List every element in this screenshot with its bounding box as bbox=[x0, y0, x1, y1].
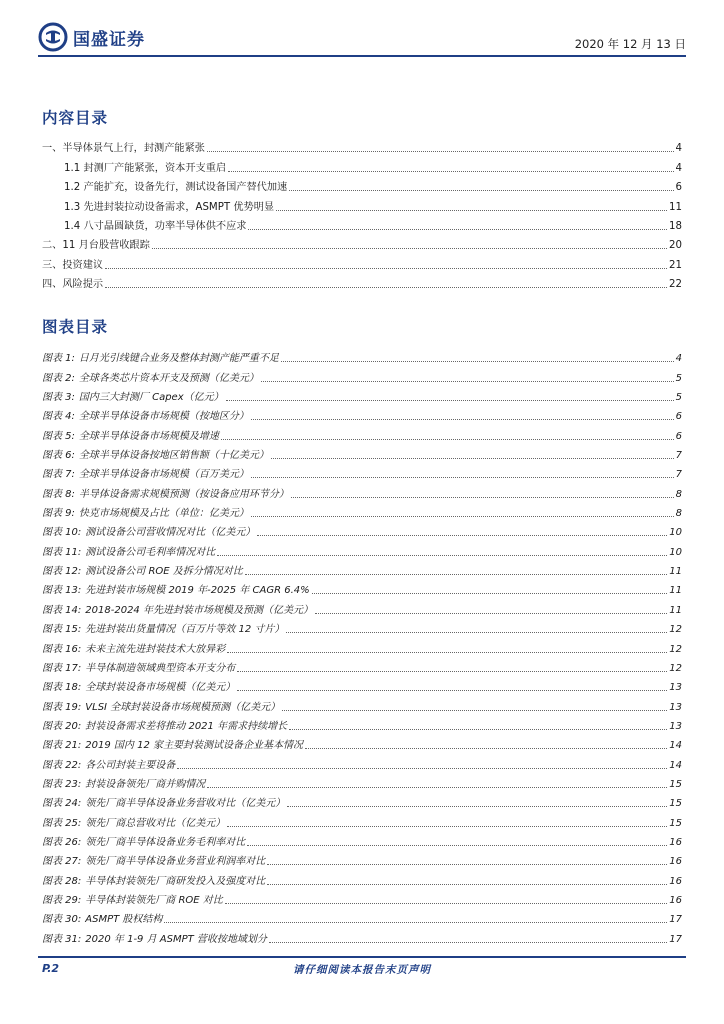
dot-leader bbox=[105, 268, 667, 269]
dot-leader bbox=[282, 710, 667, 711]
footer-divider bbox=[38, 956, 686, 958]
dot-leader bbox=[217, 555, 667, 556]
figure-entry-page: 17 bbox=[669, 933, 682, 945]
figure-entry-title: 领先厂商半导体设备业务毛利率对比 bbox=[85, 836, 246, 848]
figure-entry-title: 先进封装市场规模 2019 年-2025 年 CAGR 6.4% bbox=[85, 585, 310, 597]
toc-entry[interactable] bbox=[42, 272, 682, 291]
figure-entry-page: 7 bbox=[675, 450, 682, 462]
brand-logo bbox=[38, 22, 145, 52]
figure-entry-title: 领先厂商半导体设备业务营收对比（亿美元） bbox=[85, 798, 286, 810]
figure-entry-title: VLSI 全球封装设备市场规模预测（亿美元） bbox=[85, 701, 281, 713]
dot-leader bbox=[312, 593, 668, 594]
dot-leader bbox=[226, 400, 674, 401]
figure-entry-number: 图表 26: bbox=[42, 836, 82, 848]
toc-entry-page: 18 bbox=[669, 220, 682, 232]
figure-entry-number: 图表 20: bbox=[42, 720, 82, 732]
dot-leader bbox=[152, 248, 667, 249]
figure-entry[interactable] bbox=[42, 346, 682, 365]
figure-entry-title: 测试设备公司营收情况对比（亿美元） bbox=[85, 527, 256, 539]
dot-leader bbox=[237, 690, 667, 691]
toc-entry[interactable] bbox=[42, 252, 682, 271]
dot-leader bbox=[237, 671, 667, 672]
toc-entry-label: 1.1 封测厂产能紧张，资本开支重启 bbox=[64, 162, 227, 174]
figure-entry-number: 图表 5: bbox=[42, 430, 75, 442]
dot-leader bbox=[247, 845, 667, 846]
figure-entry-page: 6 bbox=[675, 411, 682, 423]
dot-leader bbox=[286, 632, 667, 633]
figure-entry-page: 13 bbox=[669, 701, 682, 713]
dot-leader bbox=[105, 287, 667, 288]
figure-entry-number: 图表 28: bbox=[42, 875, 82, 887]
dot-leader bbox=[315, 613, 667, 614]
toc-entry[interactable] bbox=[42, 194, 682, 213]
figure-entry-number: 图表 13: bbox=[42, 585, 82, 597]
figure-entry-number: 图表 12: bbox=[42, 566, 82, 578]
figure-entry-number: 图表 19: bbox=[42, 701, 82, 713]
figure-entry[interactable] bbox=[42, 926, 682, 945]
figure-entry[interactable] bbox=[42, 907, 682, 926]
figure-entry-number: 图表 23: bbox=[42, 778, 82, 790]
figure-entry[interactable] bbox=[42, 656, 682, 675]
dot-leader bbox=[227, 826, 667, 827]
dot-leader bbox=[251, 419, 674, 420]
figure-entry[interactable] bbox=[42, 868, 682, 887]
figure-entry[interactable] bbox=[42, 365, 682, 384]
figure-entry-number: 图表 31: bbox=[42, 933, 82, 945]
dot-leader bbox=[225, 903, 667, 904]
brand-name: 国盛证券 bbox=[73, 29, 145, 50]
figure-entry-page: 17 bbox=[669, 914, 682, 926]
figure-entry-title: 全球半导体设备市场规模（按地区分） bbox=[78, 411, 249, 423]
figure-entry[interactable] bbox=[42, 481, 682, 500]
figure-entry[interactable] bbox=[42, 617, 682, 636]
figure-entry-page: 11 bbox=[669, 566, 682, 578]
figure-entry-number: 图表 16: bbox=[42, 643, 82, 655]
dot-leader bbox=[305, 748, 667, 749]
figure-entry-page: 15 bbox=[669, 778, 682, 790]
toc-entry-page: 11 bbox=[669, 201, 682, 213]
figure-entry-page: 8 bbox=[675, 508, 682, 520]
figure-entry[interactable] bbox=[42, 501, 682, 520]
figure-entry-number: 图表 18: bbox=[42, 682, 82, 694]
toc-title: 内容目录 bbox=[42, 109, 109, 127]
figure-entry-number: 图表 7: bbox=[42, 469, 75, 481]
figure-entry-page: 16 bbox=[669, 856, 682, 868]
figure-entry[interactable] bbox=[42, 888, 682, 907]
figure-entry-title: 未来主流先进封装技术大放异彩 bbox=[85, 643, 226, 655]
figure-entry-title: 测试设备公司 ROE 及拆分情况对比 bbox=[85, 566, 243, 578]
figure-entry-title: 半导体设备需求规模预测（按设备应用环节分） bbox=[78, 488, 289, 500]
figure-entry[interactable] bbox=[42, 423, 682, 442]
toc-entry[interactable] bbox=[42, 175, 682, 194]
figure-entry-number: 图表 15: bbox=[42, 624, 82, 636]
figure-entry-page: 4 bbox=[675, 353, 682, 365]
figure-entry[interactable] bbox=[42, 443, 682, 462]
figure-entry[interactable] bbox=[42, 636, 682, 655]
figure-entry-number: 图表 30: bbox=[42, 914, 82, 926]
figure-entry-page: 14 bbox=[669, 740, 682, 752]
figure-entry-number: 图表 11: bbox=[42, 546, 82, 558]
figure-entry-title: 全球半导体设备市场规模及增速 bbox=[78, 430, 219, 442]
figure-entry-title: 封装设备需求差将推动 2021 年需求持续增长 bbox=[85, 720, 288, 732]
figure-entry-page: 16 bbox=[669, 894, 682, 906]
toc-entry-label: 1.2 产能扩充，设备先行，测试设备国产替代加速 bbox=[64, 182, 288, 194]
figure-entry-number: 图表 1: bbox=[42, 353, 75, 365]
figure-entry-number: 图表 10: bbox=[42, 527, 82, 539]
figure-entry-page: 5 bbox=[675, 372, 682, 384]
figure-entry[interactable] bbox=[42, 520, 682, 539]
figures-title: 图表目录 bbox=[42, 318, 109, 336]
figure-entry-title: 领先厂商半导体设备业务营业利润率对比 bbox=[85, 856, 266, 868]
figure-entry-title: 各公司封装主要设备 bbox=[85, 759, 176, 771]
toc-list bbox=[42, 136, 682, 291]
figure-entry-number: 图表 9: bbox=[42, 508, 75, 520]
figure-entry[interactable] bbox=[42, 404, 682, 423]
figure-entry-title: 日月光引线键合业务及整体封测产能严重不足 bbox=[78, 353, 279, 365]
figure-entry[interactable] bbox=[42, 578, 682, 597]
figure-entry-title: 半导体封装领先厂商 ROE 对比 bbox=[85, 894, 223, 906]
figure-entry-title: 全球半导体设备按地区销售额（十亿美元） bbox=[78, 450, 269, 462]
figure-entry-title: 领先厂商总营收对比（亿美元） bbox=[85, 817, 226, 829]
figure-entry-page: 14 bbox=[669, 759, 682, 771]
figure-entry[interactable] bbox=[42, 675, 682, 694]
dot-leader bbox=[207, 151, 674, 152]
figure-entry[interactable] bbox=[42, 385, 682, 404]
figure-entry-page: 15 bbox=[669, 798, 682, 810]
figure-entry-page: 6 bbox=[675, 430, 682, 442]
dot-leader bbox=[227, 652, 667, 653]
dot-leader bbox=[257, 535, 667, 536]
figure-entry-page: 13 bbox=[669, 720, 682, 732]
dot-leader bbox=[269, 942, 667, 943]
figure-entry-page: 13 bbox=[669, 682, 682, 694]
dot-leader bbox=[164, 922, 667, 923]
figure-entry-page: 12 bbox=[669, 624, 682, 636]
toc-entry-label: 四、风险提示 bbox=[42, 279, 104, 291]
figure-entry-number: 图表 14: bbox=[42, 604, 82, 616]
dot-leader bbox=[177, 768, 667, 769]
figure-entry-page: 12 bbox=[669, 643, 682, 655]
figure-entry-page: 16 bbox=[669, 875, 682, 887]
figure-entry-title: 国内三大封测厂 Capex（亿元） bbox=[78, 392, 224, 404]
figure-entry-number: 图表 25: bbox=[42, 817, 82, 829]
dot-leader bbox=[261, 381, 674, 382]
dot-leader bbox=[245, 574, 667, 575]
toc-entry-label: 1.3 先进封装拉动设备需求，ASMPT 优势明显 bbox=[64, 201, 275, 213]
figure-entry-number: 图表 8: bbox=[42, 488, 75, 500]
figure-entry[interactable] bbox=[42, 559, 682, 578]
figure-entry[interactable] bbox=[42, 810, 682, 829]
figure-entry-title: 快克市场规模及占比（单位：亿美元） bbox=[78, 508, 249, 520]
toc-entry-page: 4 bbox=[675, 162, 682, 174]
toc-entry-page: 22 bbox=[669, 279, 682, 291]
toc-entry-page: 4 bbox=[675, 143, 682, 155]
figure-entry-number: 图表 27: bbox=[42, 856, 82, 868]
figure-entry-title: 全球各类芯片资本开支及预测（亿美元） bbox=[78, 372, 259, 384]
figure-entry-title: 全球封装设备市场规模（亿美元） bbox=[85, 682, 236, 694]
figure-entry[interactable] bbox=[42, 830, 682, 849]
toc-entry-label: 二、11 月台股营收跟踪 bbox=[42, 240, 150, 252]
figure-entry[interactable] bbox=[42, 772, 682, 791]
figure-entry-title: 2018-2024 年先进封装市场规模及预测（亿美元） bbox=[85, 604, 313, 616]
figure-entry[interactable] bbox=[42, 694, 682, 713]
figure-entry-title: 半导体制造领域典型资本开支分布 bbox=[85, 662, 236, 674]
figure-entry-title: 半导体封装领先厂商研发投入及强度对比 bbox=[85, 875, 266, 887]
figure-entry-title: 封装设备领先厂商并购情况 bbox=[85, 778, 206, 790]
figure-entry-number: 图表 29: bbox=[42, 894, 82, 906]
figure-entry-title: 全球半导体设备市场规模（百万美元） bbox=[78, 469, 249, 481]
figure-entry-number: 图表 21: bbox=[42, 740, 82, 752]
figure-entry-page: 10 bbox=[669, 546, 682, 558]
figure-entry-page: 8 bbox=[675, 488, 682, 500]
dot-leader bbox=[207, 787, 667, 788]
toc-entry-label: 一、半导体景气上行，封测产能紧张 bbox=[42, 143, 205, 155]
figure-entry-title: 2019 国内 12 家主要封装测试设备企业基本情况 bbox=[85, 740, 303, 752]
figure-entry-title: ASMPT 股权结构 bbox=[85, 914, 163, 926]
toc-entry[interactable] bbox=[42, 136, 682, 155]
figure-entry[interactable] bbox=[42, 791, 682, 810]
figure-entry-title: 先进封装出货量情况（百万片等效 12 寸片） bbox=[85, 624, 285, 636]
figure-entry-page: 16 bbox=[669, 836, 682, 848]
dot-leader bbox=[267, 884, 667, 885]
brand-logo-icon bbox=[38, 22, 68, 52]
figure-entry-page: 11 bbox=[669, 604, 682, 616]
toc-entry[interactable] bbox=[42, 214, 682, 233]
dot-leader bbox=[228, 171, 673, 172]
figure-entry[interactable] bbox=[42, 849, 682, 868]
figure-entry-number: 图表 24: bbox=[42, 798, 82, 810]
figure-entry[interactable] bbox=[42, 714, 682, 733]
figure-entry-number: 图表 6: bbox=[42, 450, 75, 462]
figure-entry-number: 图表 2: bbox=[42, 372, 75, 384]
toc-entry-page: 6 bbox=[675, 182, 682, 194]
toc-entry[interactable] bbox=[42, 233, 682, 252]
dot-leader bbox=[248, 229, 667, 230]
figure-entry-page: 15 bbox=[669, 817, 682, 829]
dot-leader bbox=[287, 806, 667, 807]
figure-entry-page: 5 bbox=[675, 392, 682, 404]
header-divider bbox=[38, 55, 686, 57]
figure-entry-number: 图表 4: bbox=[42, 411, 75, 423]
figure-entry-page: 12 bbox=[669, 662, 682, 674]
figure-entry-number: 图表 17: bbox=[42, 662, 82, 674]
disclaimer-note: 请仔细阅读本报告末页声明 bbox=[293, 964, 431, 976]
dot-leader bbox=[267, 864, 667, 865]
report-date: 2020 年 12 月 13 日 bbox=[574, 37, 686, 51]
dot-leader bbox=[289, 729, 667, 730]
page-header bbox=[38, 18, 686, 60]
dot-leader bbox=[271, 458, 674, 459]
figure-entry[interactable] bbox=[42, 597, 682, 616]
figures-list bbox=[42, 346, 682, 946]
dot-leader bbox=[221, 439, 674, 440]
figure-entry-page: 11 bbox=[669, 585, 682, 597]
figure-entry[interactable] bbox=[42, 733, 682, 752]
figure-entry-page: 7 bbox=[675, 469, 682, 481]
figure-entry-number: 图表 3: bbox=[42, 392, 75, 404]
figure-entry-title: 测试设备公司毛利率情况对比 bbox=[85, 546, 216, 558]
dot-leader bbox=[251, 516, 674, 517]
figure-entry[interactable] bbox=[42, 539, 682, 558]
toc-entry-label: 1.4 八寸晶圆缺货，功率半导体供不应求 bbox=[64, 220, 247, 232]
figure-entry-number: 图表 22: bbox=[42, 759, 82, 771]
toc-entry-label: 三、投资建议 bbox=[42, 259, 104, 271]
dot-leader bbox=[281, 361, 674, 362]
toc-entry-page: 20 bbox=[669, 240, 682, 252]
figure-entry[interactable] bbox=[42, 752, 682, 771]
figure-entry-title: 2020 年 1-9 月 ASMPT 营收按地域划分 bbox=[85, 933, 267, 945]
toc-entry-page: 21 bbox=[669, 259, 682, 271]
dot-leader bbox=[291, 497, 674, 498]
figure-entry-page: 10 bbox=[669, 527, 682, 539]
dot-leader bbox=[251, 477, 674, 478]
toc-entry[interactable] bbox=[42, 155, 682, 174]
dot-leader bbox=[289, 190, 673, 191]
page-number: P.2 bbox=[42, 962, 60, 975]
figure-entry[interactable] bbox=[42, 462, 682, 481]
dot-leader bbox=[276, 210, 667, 211]
